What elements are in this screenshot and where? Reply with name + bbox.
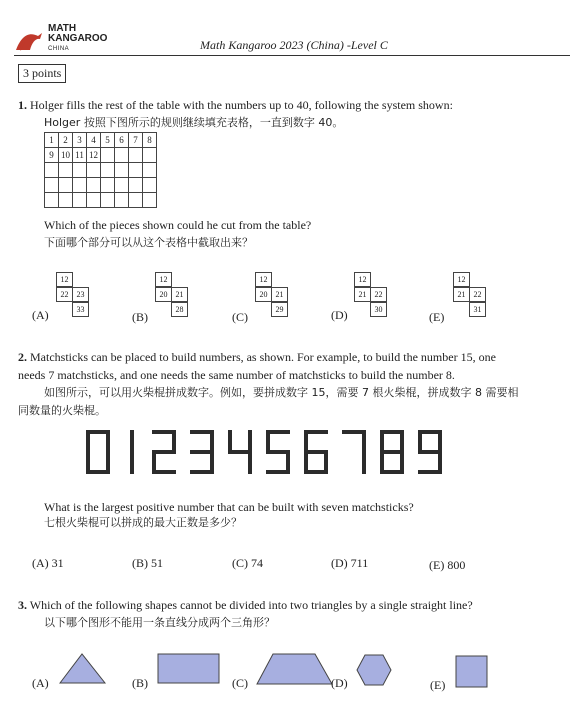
q1-option-c-label[interactable]: (C): [232, 310, 248, 324]
q2-option-d-value: 711: [350, 556, 369, 570]
q3-text-cn: 以下哪个图形不能用一条直线分成两个三角形？: [44, 616, 275, 629]
matchstick: [86, 452, 90, 474]
matchstick: [266, 430, 270, 452]
piece-cell: 21: [171, 287, 188, 302]
q1-option-e-label[interactable]: (E): [429, 310, 445, 324]
table-cell: 6: [115, 133, 129, 148]
q2-option-e-label: (E): [429, 558, 445, 572]
matchstick-digit-0: [86, 430, 110, 474]
matchstick-digit-4: [228, 430, 252, 474]
piece-cell: 23: [72, 287, 89, 302]
piece-cell: 22: [370, 287, 387, 302]
q3-option-b-label[interactable]: (B): [132, 676, 148, 690]
table-row: [45, 178, 157, 193]
points-badge: 3 points: [18, 64, 66, 83]
q3-text-en: [18, 596, 473, 614]
matchstick: [304, 470, 328, 474]
q2-option-c-value: 74: [251, 556, 263, 570]
q2-option-a[interactable]: [32, 556, 64, 571]
q1-number: 1.: [18, 98, 27, 112]
table-cell: 7: [129, 133, 143, 148]
q2-text-en-2: needs 7 matchsticks, and one needs the same number of matchsticks to build the number 8.: [18, 368, 455, 382]
matchstick: [380, 452, 384, 474]
q2-option-b-label: (B): [132, 556, 148, 570]
matchstick: [304, 430, 308, 452]
matchstick: [418, 430, 422, 452]
piece-cell: 12: [56, 272, 73, 287]
q1-statement: Holger fills the rest of the table with the numbers up to 40, following the system shown:: [30, 98, 453, 112]
q1-option-d-label[interactable]: (D): [331, 308, 348, 322]
q2-question-cn: 七根火柴棍可以拼成的最大正数是多少？: [44, 516, 242, 529]
matchstick: [172, 430, 176, 452]
matchstick: [130, 430, 134, 452]
table-row: [45, 133, 157, 148]
q1-text-en: [18, 96, 453, 114]
table-cell: 9: [45, 148, 59, 163]
matchstick: [400, 430, 404, 452]
matchstick: [210, 430, 214, 452]
q3-option-a-label[interactable]: (A): [32, 676, 49, 690]
piece-cell: 12: [155, 272, 172, 287]
piece-cell: 12: [354, 272, 371, 287]
q3-option-c-label[interactable]: (C): [232, 676, 248, 690]
q2-option-b[interactable]: [132, 556, 163, 571]
piece-cell: 22: [469, 287, 486, 302]
logo-line-china: CHINA: [48, 46, 70, 52]
square-shape-icon[interactable]: [455, 655, 489, 689]
q3-option-d-label[interactable]: (D): [331, 676, 348, 690]
matchstick: [190, 470, 214, 474]
piece-cell: 21: [271, 287, 288, 302]
piece-cell: 12: [453, 272, 470, 287]
matchstick: [248, 452, 252, 474]
matchstick: [106, 430, 110, 452]
q3-option-e-label[interactable]: (E): [430, 678, 446, 692]
matchstick: [248, 430, 252, 452]
matchstick: [86, 430, 90, 452]
table-row: [45, 163, 157, 178]
matchstick: [418, 470, 442, 474]
matchstick-digit-1: [124, 430, 148, 474]
piece-cell: 22: [56, 287, 73, 302]
matchstick: [228, 430, 232, 452]
matchstick: [362, 452, 366, 474]
q3-statement: Which of the following shapes cannot be divided into two triangles by a single straight line?: [29, 598, 473, 612]
q2-text-cn-1: 如图所示，可以用火柴棍拼成数字。例如，要拼成数字 15，需要 7 根火柴棍，拼成数字 8 需要相: [44, 386, 519, 399]
matchstick: [266, 470, 290, 474]
q2-text-cn-2: 同数量的火柴棍。: [18, 404, 106, 417]
matchstick: [130, 452, 134, 474]
matchstick-digit-5: [266, 430, 290, 474]
piece-cell: 31: [469, 302, 486, 317]
page-title: Math Kangaroo 2023 (China) -Level C: [200, 38, 388, 52]
table-cell: [143, 148, 157, 163]
piece-cell: 30: [370, 302, 387, 317]
q2-text-en-1: [18, 348, 578, 366]
q1-question-cn: 下面哪个部分可以从这个表格中截取出来？: [44, 236, 253, 249]
q1-text-cn: Holger 按照下图所示的规则继续填充表格，一直到数字 40。: [44, 116, 344, 129]
q1-option-a-label[interactable]: (A): [32, 308, 49, 322]
matchstick-digit-3: [190, 430, 214, 474]
table-cell: 1: [45, 133, 59, 148]
q2-option-d-label: (D): [331, 556, 348, 570]
piece-cell: 28: [171, 302, 188, 317]
q2-option-d[interactable]: [331, 556, 368, 571]
q2-option-b-value: 51: [151, 556, 163, 570]
q2-option-e-value: 800: [447, 558, 466, 572]
matchstick-digit-7: [342, 430, 366, 474]
matchstick-digit-8: [380, 430, 404, 474]
rectangle-shape-icon[interactable]: [157, 653, 221, 685]
matchstick: [380, 450, 404, 454]
q2-statement-1: Matchsticks can be placed to build numbers, as shown. For example, to build the number 15, one: [30, 350, 496, 364]
table-cell: 10: [59, 148, 73, 163]
matchstick-digit-6: [304, 430, 328, 474]
q2-option-a-value: 31: [51, 556, 64, 570]
matchstick-digit-2: [152, 430, 176, 474]
table-cell: 4: [87, 133, 101, 148]
logo-line-math: MATH: [48, 23, 77, 34]
piece-cell: 21: [453, 287, 470, 302]
q2-option-c-label: (C): [232, 556, 248, 570]
triangle-shape-icon[interactable]: [58, 652, 108, 686]
table-cell: [101, 148, 115, 163]
piece-cell: 20: [155, 287, 172, 302]
table-cell: 2: [59, 133, 73, 148]
q2-option-c[interactable]: [232, 556, 263, 571]
matchstick: [152, 470, 176, 474]
table-row: [45, 193, 157, 208]
number-table: [44, 132, 157, 208]
q2-number: 2.: [18, 350, 27, 364]
table-cell: 8: [143, 133, 157, 148]
table-row: [45, 148, 157, 163]
q2-option-a-label: (A): [32, 556, 49, 570]
table-cell: 12: [87, 148, 101, 163]
table-cell: 3: [73, 133, 87, 148]
piece-cell: 12: [255, 272, 272, 287]
q2-question-en: What is the largest positive number that can be built with seven matchsticks?: [44, 500, 414, 514]
trapezoid-shape-icon[interactable]: [255, 652, 335, 686]
logo-text: [48, 24, 107, 54]
piece-cell: 21: [354, 287, 371, 302]
matchstick: [380, 430, 384, 452]
piece-cell: 29: [271, 302, 288, 317]
piece-cell: 33: [72, 302, 89, 317]
q1-option-b-label[interactable]: (B): [132, 310, 148, 324]
q3-number: 3.: [18, 598, 27, 612]
matchstick-digit-9: [418, 430, 442, 474]
q2-option-e[interactable]: [429, 558, 465, 573]
matchstick: [362, 430, 366, 452]
header-divider: [14, 55, 570, 56]
table-cell: [129, 148, 143, 163]
matchstick-digits: [86, 430, 476, 476]
logo-line-kangaroo: KANGAROO: [48, 33, 108, 44]
table-cell: 5: [101, 133, 115, 148]
table-cell: 11: [73, 148, 87, 163]
piece-cell: 20: [255, 287, 272, 302]
hexagon-shape-icon[interactable]: [356, 654, 392, 686]
table-cell: [115, 148, 129, 163]
matchstick: [418, 450, 442, 454]
kangaroo-logo-icon: [14, 30, 44, 52]
q1-question-en: Which of the pieces shown could he cut from the table?: [44, 218, 312, 232]
matchstick: [438, 430, 442, 452]
